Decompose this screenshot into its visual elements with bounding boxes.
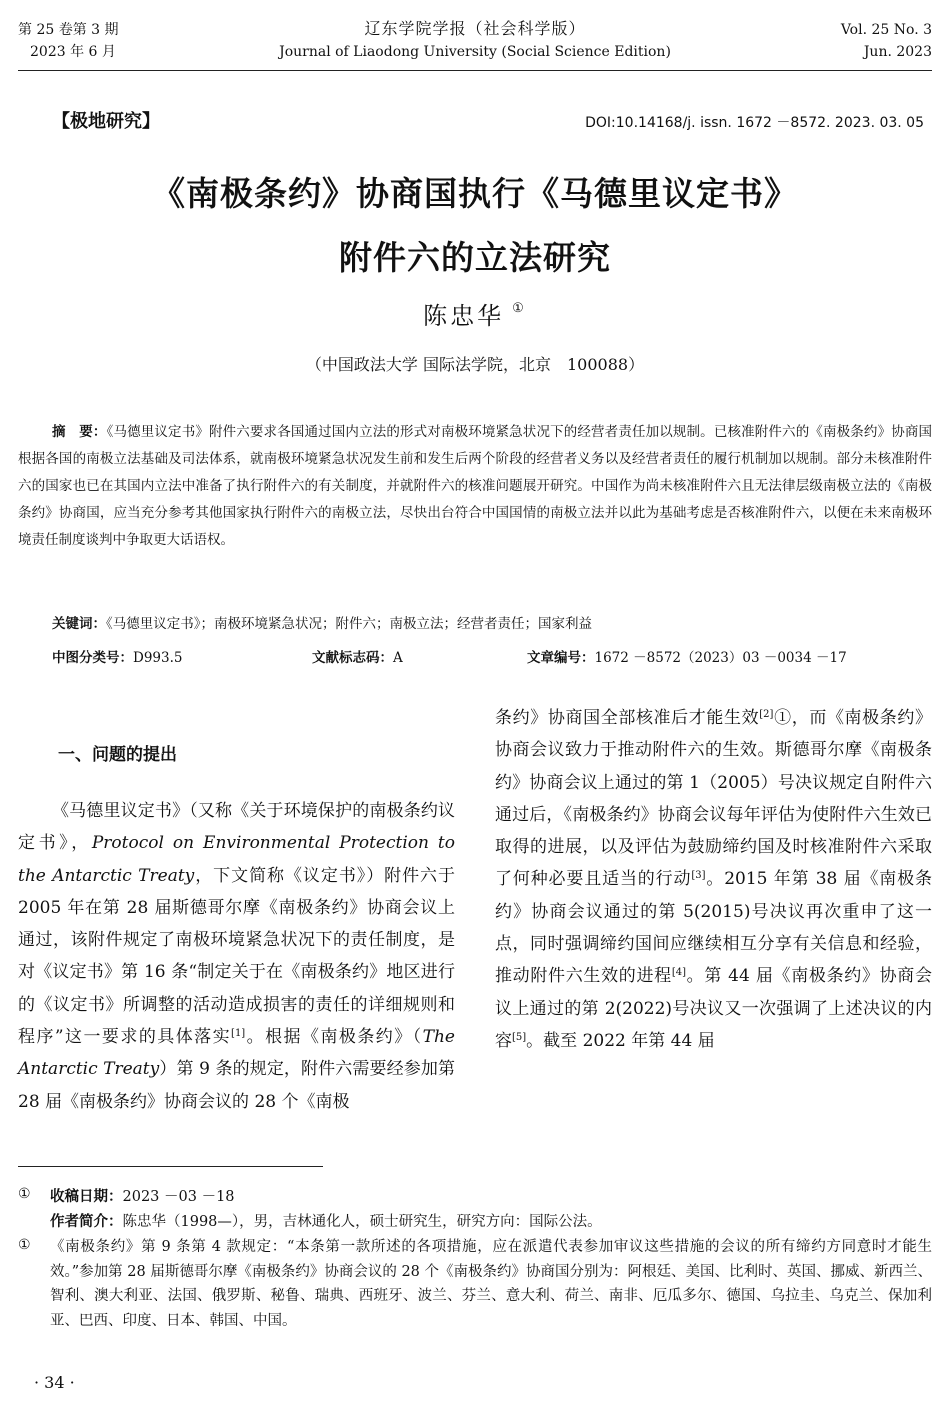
abstract [18, 419, 932, 554]
affiliation: （中国政法大学 国际法学院，北京 100088） [305, 355, 645, 374]
received-label: 收稿日期： [50, 1189, 123, 1205]
text-run: ，而《南极条约》协商会议致力于推动附件六的生效。斯德哥尔摩《南极条约》协商会议上通过的第 1（2005）号决议规定自附件六通过后，《南极条约》协商会议每年评估为使附件六生效已取得的进展，以及评估为鼓励缔约国及时核准附件六采取了何种必要且适当的行动 [495, 708, 933, 890]
abstract-text: 《马德里议定书》附件六要求各国通过国内立法的形式对南极环境紧急状况下的经营者责任加以规制。已核准附件六的《南极条约》协商国根据各国的南极立法基础及司法体系，就南极环境紧急状况发生前和发生后两个阶段的经营者义务以及经营者责任的履行机制加以规制。部分未核准附件六的国家也已在其国内立法中准备了执行附件六的有关制度，并就附件六的核准问题展开研究。中国作为尚未核准附件六且无法律层级南极立法的《南极条约》协商国，应当充分参考其他国家执行附件六的南极立法，尽快出台符合中国国情的南极立法并以此为基础考虑是否核准附件六，以便在未来南极环境责任制度谈判中争取更大话语权。 [18, 424, 932, 548]
text-run: 《马德里议定书》（又称《关于环境保护的南极条约议定书》， [18, 801, 455, 854]
document-code-label: 文献标志码： [312, 650, 393, 666]
citation-ref[interactable]: [1] [231, 1028, 246, 1040]
footnote-text: 《南极条约》第 9 条第 4 款规定：“本条第一款所述的各项措施，应在派遣代表参加审议这些措施的会议的所有缔约方同意时才能生效。”参加第 28 届斯德哥尔摩《南极条约》协商会议的 28 个《南极条约》协商国分别为：阿根廷、美国、比利时、英国、挪威、新西兰、智利、澳大利亚、法国、俄罗斯、秘鲁、瑞典、西班牙、波兰、芬兰、意大利、荷兰、南非、厄瓜多尔、德国、乌拉圭、乌克兰、保加利亚、巴西、印度、日本、韩国、中国。 [50, 1239, 932, 1329]
author-footnote-mark: ① [512, 301, 527, 316]
right-column [495, 702, 932, 1057]
text-run: 条约》协商国全部核准后才能生效 [495, 708, 760, 728]
italic-title: Protocol on Environmental Protection to the Antarctic Treaty [18, 833, 455, 886]
text-run: 。2015 年第 38 届《南极条约》协商会议通过的第 5(2015)号决议再次重申了这一点，同时强调缔约国间应继续相互分享有关信息和经验，推动附件六生效的进程 [495, 869, 932, 987]
document-code [312, 645, 403, 672]
article-number-value: 1672 －8572（2023）03 －0034 －17 [594, 650, 847, 666]
text-run: 。第 44 届《南极条约》协商会议上通过的第 2(2022)号决议又一次强调了上述决议的内容 [495, 966, 932, 1051]
page-number: · 34 · [34, 1373, 75, 1392]
journal-title-cn: 辽东学院学报（社会科学版） [364, 19, 586, 38]
doi: DOI:10.14168/j. issn. 1672 －8572. 2023. 03. 05 [585, 115, 924, 131]
body-paragraph [495, 702, 932, 1057]
header-rule [18, 70, 932, 71]
author-bio-value: 陈忠华（1998—），男，吉林通化人，硕士研究生，研究方向：国际公法。 [122, 1214, 602, 1230]
volume-number: Vol. 25 No. 3 [840, 22, 932, 38]
clc-number [52, 645, 182, 672]
received-date [50, 1185, 235, 1210]
citation-ref[interactable]: [5] [512, 1031, 527, 1043]
document-code-value: A [393, 650, 403, 666]
issue-month: Jun. 2023 [863, 44, 932, 60]
text-run: 。截至 2022 年第 44 届 [526, 1030, 715, 1051]
author-block [0, 296, 950, 331]
left-column [18, 795, 455, 1118]
italic-title: The Antarctic Treaty [18, 1027, 455, 1080]
footnote-mark: ① [18, 1186, 31, 1202]
footnote-mark: ① [18, 1237, 31, 1253]
text-run: ，下文简称《议定书》）附件六于 2005 年在第 28 届斯德哥尔摩《南极条约》协商会议上通过，该附件规定了南极环境紧急状况下的责任制度，是对《议定书》第 16 条“制定关于在《南极条约》地区进行的《议定书》所调整的活动造成损害的责任的详细规则和程序”这一要求的具体落实 [18, 865, 456, 1048]
text-run: 。根据《南极条约》（ [245, 1027, 423, 1048]
text-run: ）第 9 条的规定，附件六需要经参加第 28 届《南极条约》协商会议的 28 个《南极 [18, 1059, 455, 1112]
journal-date: 2023 年 6 月 [30, 44, 116, 60]
journal-title-en: Journal of Liaodong University (Social Science Edition) [279, 44, 671, 60]
footnote-ref[interactable]: ① [773, 708, 792, 728]
article-number [527, 645, 847, 672]
citation-ref[interactable]: [2] [759, 709, 774, 720]
citation-ref[interactable]: [3] [691, 870, 706, 882]
clc-value: D993.5 [133, 650, 183, 666]
keywords [52, 611, 932, 638]
article-title-line2: 附件六的立法研究 [339, 238, 611, 277]
clc-label: 中图分类号： [52, 650, 133, 666]
keywords-label: 关键词： [52, 616, 106, 632]
section-tag: 【极地研究】 [52, 111, 160, 132]
author-bio [50, 1210, 602, 1235]
article-title-line1: 《南极条约》协商国执行《马德里议定书》 [152, 174, 798, 213]
keywords-text: 《马德里议定书》；南极环境紧急状况；附件六；南极立法；经营者责任；国家利益 [106, 616, 592, 632]
author-name: 陈忠华 [423, 302, 505, 330]
received-value: 2023 －03 －18 [122, 1189, 235, 1205]
body-paragraph [18, 795, 455, 1118]
article-number-label: 文章编号： [527, 650, 595, 666]
journal-issue: 第 25 卷第 3 期 [18, 22, 119, 38]
abstract-label: 摘 要： [52, 424, 107, 440]
author-bio-label: 作者简介： [50, 1214, 123, 1230]
citation-ref[interactable]: [4] [671, 967, 686, 979]
footnote-rule [18, 1166, 323, 1167]
section-heading: 一、问题的提出 [58, 745, 177, 765]
